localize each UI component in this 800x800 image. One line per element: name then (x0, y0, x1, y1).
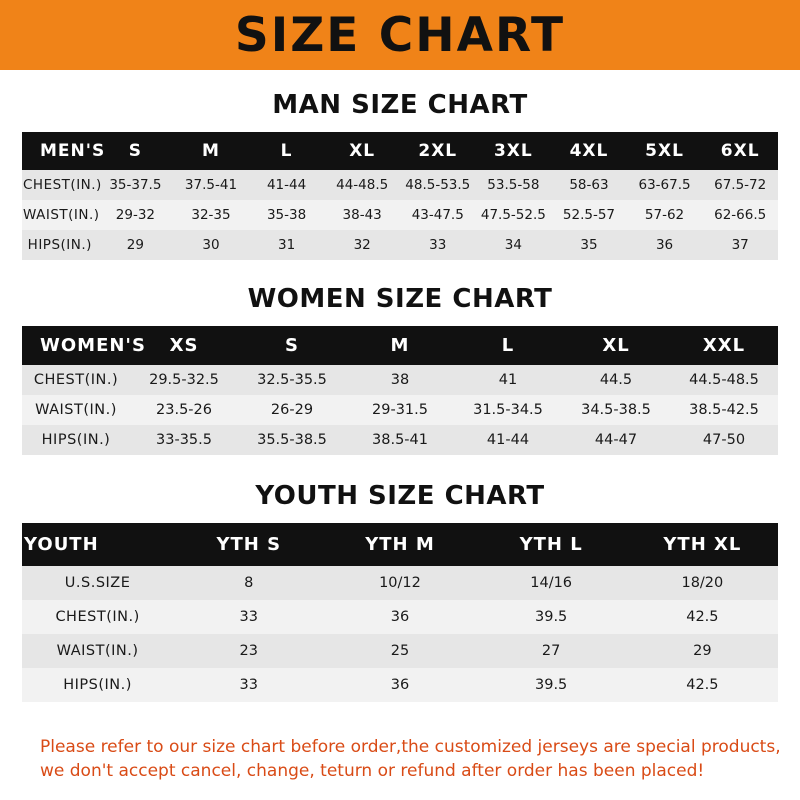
women-header-cell: M (390, 335, 410, 356)
youth-cell: 29 (693, 643, 712, 659)
table-row (22, 634, 778, 668)
man-cell: 33 (429, 237, 447, 253)
women-cell: 34.5-38.5 (581, 402, 651, 418)
man-cell: 35-38 (266, 207, 307, 223)
man-cell: 35-37.5 (109, 177, 162, 193)
women-cell: 41 (498, 372, 518, 388)
man-size-section (22, 70, 778, 260)
man-cell: 41-44 (266, 177, 307, 193)
man-row-label: WAIST(IN.) (23, 207, 100, 223)
table-row (22, 170, 778, 200)
youth-table-header-row (22, 523, 778, 566)
women-size-table (22, 326, 778, 455)
man-cell: 67.5-72 (714, 177, 767, 193)
youth-cell: 33 (239, 609, 258, 625)
youth-cell: 39.5 (535, 609, 568, 625)
man-cell: 31 (277, 237, 296, 253)
women-size-section (22, 260, 778, 455)
man-cell: 37 (731, 237, 749, 253)
man-row-label: HIPS(IN.) (27, 237, 92, 253)
footer-note-line-1: Please refer to our size chart before order,the customized jerseys are special products, (40, 736, 781, 757)
youth-header-cell: YTH L (519, 534, 583, 555)
man-header-cell: L (280, 141, 293, 161)
table-row (22, 365, 778, 395)
man-header-cell: 3XL (493, 141, 533, 161)
man-cell: 43-47.5 (411, 207, 464, 223)
youth-cell: 14/16 (530, 575, 573, 591)
women-cell: 44.5 (599, 372, 633, 388)
table-row (22, 230, 778, 260)
footer-note-line-2: we don't accept cancel, change, teturn or refund after order has been placed! (40, 761, 705, 782)
youth-cell: 36 (390, 609, 410, 625)
youth-header-cell: YTH XL (663, 534, 742, 555)
man-cell: 34 (504, 237, 522, 253)
youth-row-label: CHEST(IN.) (55, 609, 140, 625)
youth-size-table (22, 523, 778, 702)
page-header (0, 0, 800, 70)
women-cell: 26-29 (270, 402, 314, 418)
youth-header-cell: YTH S (216, 534, 282, 555)
youth-cell: 39.5 (535, 677, 568, 693)
man-cell: 37.5-41 (184, 177, 238, 193)
man-cell: 36 (655, 237, 674, 253)
women-header-cell: S (285, 335, 299, 356)
man-header-cell: 5XL (645, 141, 684, 161)
man-cell: 32 (353, 237, 371, 253)
youth-cell: 25 (390, 643, 410, 659)
women-cell: 38.5-42.5 (689, 402, 759, 418)
man-cell: 35 (580, 237, 598, 253)
man-cell: 53.5-58 (487, 177, 540, 193)
man-row-label: CHEST(IN.) (23, 177, 102, 193)
women-cell: 41-44 (486, 432, 530, 448)
man-cell: 62-66.5 (714, 207, 767, 223)
women-cell: 32.5-35.5 (257, 372, 327, 388)
women-header-cell: XS (169, 335, 199, 356)
man-cell: 58-63 (569, 177, 609, 193)
women-cell: 35.5-38.5 (257, 432, 327, 448)
women-cell: 38 (390, 372, 410, 388)
table-row (22, 566, 778, 600)
women-row-label: HIPS(IN.) (41, 432, 111, 448)
women-row-label: WAIST(IN.) (35, 402, 117, 418)
youth-cell: 27 (541, 643, 561, 659)
youth-row-label: U.S.SIZE (64, 575, 131, 591)
women-cell: 23.5-26 (156, 402, 212, 418)
man-cell: 32-35 (191, 207, 231, 223)
youth-size-section (22, 455, 778, 702)
youth-row-label: HIPS(IN.) (63, 677, 132, 693)
youth-cell: 42.5 (686, 609, 719, 625)
women-header-cell: WOMEN'S (40, 335, 146, 356)
women-cell: 31.5-34.5 (473, 402, 543, 418)
women-header-cell: XL (602, 335, 630, 356)
table-row (22, 200, 778, 230)
youth-section-title: YOUTH SIZE CHART (255, 481, 545, 511)
women-section-title: WOMEN SIZE CHART (247, 284, 553, 314)
man-header-cell: 4XL (569, 141, 609, 161)
man-cell: 44-48.5 (336, 177, 389, 193)
women-cell: 47-50 (702, 432, 746, 448)
man-cell: 57-62 (644, 207, 685, 223)
women-header-cell: L (501, 335, 515, 356)
women-cell: 29.5-32.5 (149, 372, 219, 388)
women-row-label: CHEST(IN.) (33, 372, 119, 388)
youth-cell: 33 (239, 677, 258, 693)
man-header-cell: M (202, 141, 220, 161)
page-title: SIZE CHART (234, 7, 566, 63)
man-cell: 48.5-53.5 (405, 177, 471, 193)
man-header-cell: 6XL (720, 141, 760, 161)
man-header-cell: MEN'S (40, 141, 106, 161)
man-header-cell: S (128, 141, 143, 161)
man-size-table (22, 132, 778, 260)
youth-cell: 23 (239, 643, 258, 659)
women-table-header-row (22, 326, 778, 365)
table-row (22, 600, 778, 634)
table-row (22, 425, 778, 455)
man-header-cell: 2XL (418, 141, 458, 161)
youth-header-cell: YTH M (365, 534, 435, 555)
man-header-cell: XL (349, 141, 376, 161)
youth-cell: 18/20 (681, 575, 724, 591)
man-cell: 29-32 (115, 207, 155, 223)
man-cell: 30 (202, 237, 220, 253)
women-cell: 44-47 (594, 432, 638, 448)
man-section-title: MAN SIZE CHART (272, 90, 528, 120)
man-cell: 63-67.5 (638, 177, 691, 193)
youth-cell: 36 (390, 677, 410, 693)
women-header-cell: XXL (702, 335, 746, 356)
women-cell: 38.5-41 (372, 432, 428, 448)
table-row (22, 668, 778, 702)
women-cell: 29-31.5 (372, 402, 428, 418)
youth-cell: 8 (244, 575, 254, 591)
man-cell: 47.5-52.5 (480, 207, 546, 223)
man-cell: 52.5-57 (562, 207, 615, 223)
man-table-header-row (22, 132, 778, 170)
man-cell: 29 (126, 237, 144, 253)
footer-note (22, 721, 781, 800)
man-cell: 38-43 (342, 207, 382, 223)
youth-header-cell: YOUTH (24, 534, 99, 555)
page-body (0, 70, 800, 800)
youth-cell: 10/12 (379, 575, 421, 591)
youth-row-label: WAIST(IN.) (56, 643, 139, 659)
women-cell: 44.5-48.5 (689, 372, 759, 388)
women-cell: 33-35.5 (156, 432, 212, 448)
youth-cell: 42.5 (686, 677, 719, 693)
table-row (22, 395, 778, 425)
